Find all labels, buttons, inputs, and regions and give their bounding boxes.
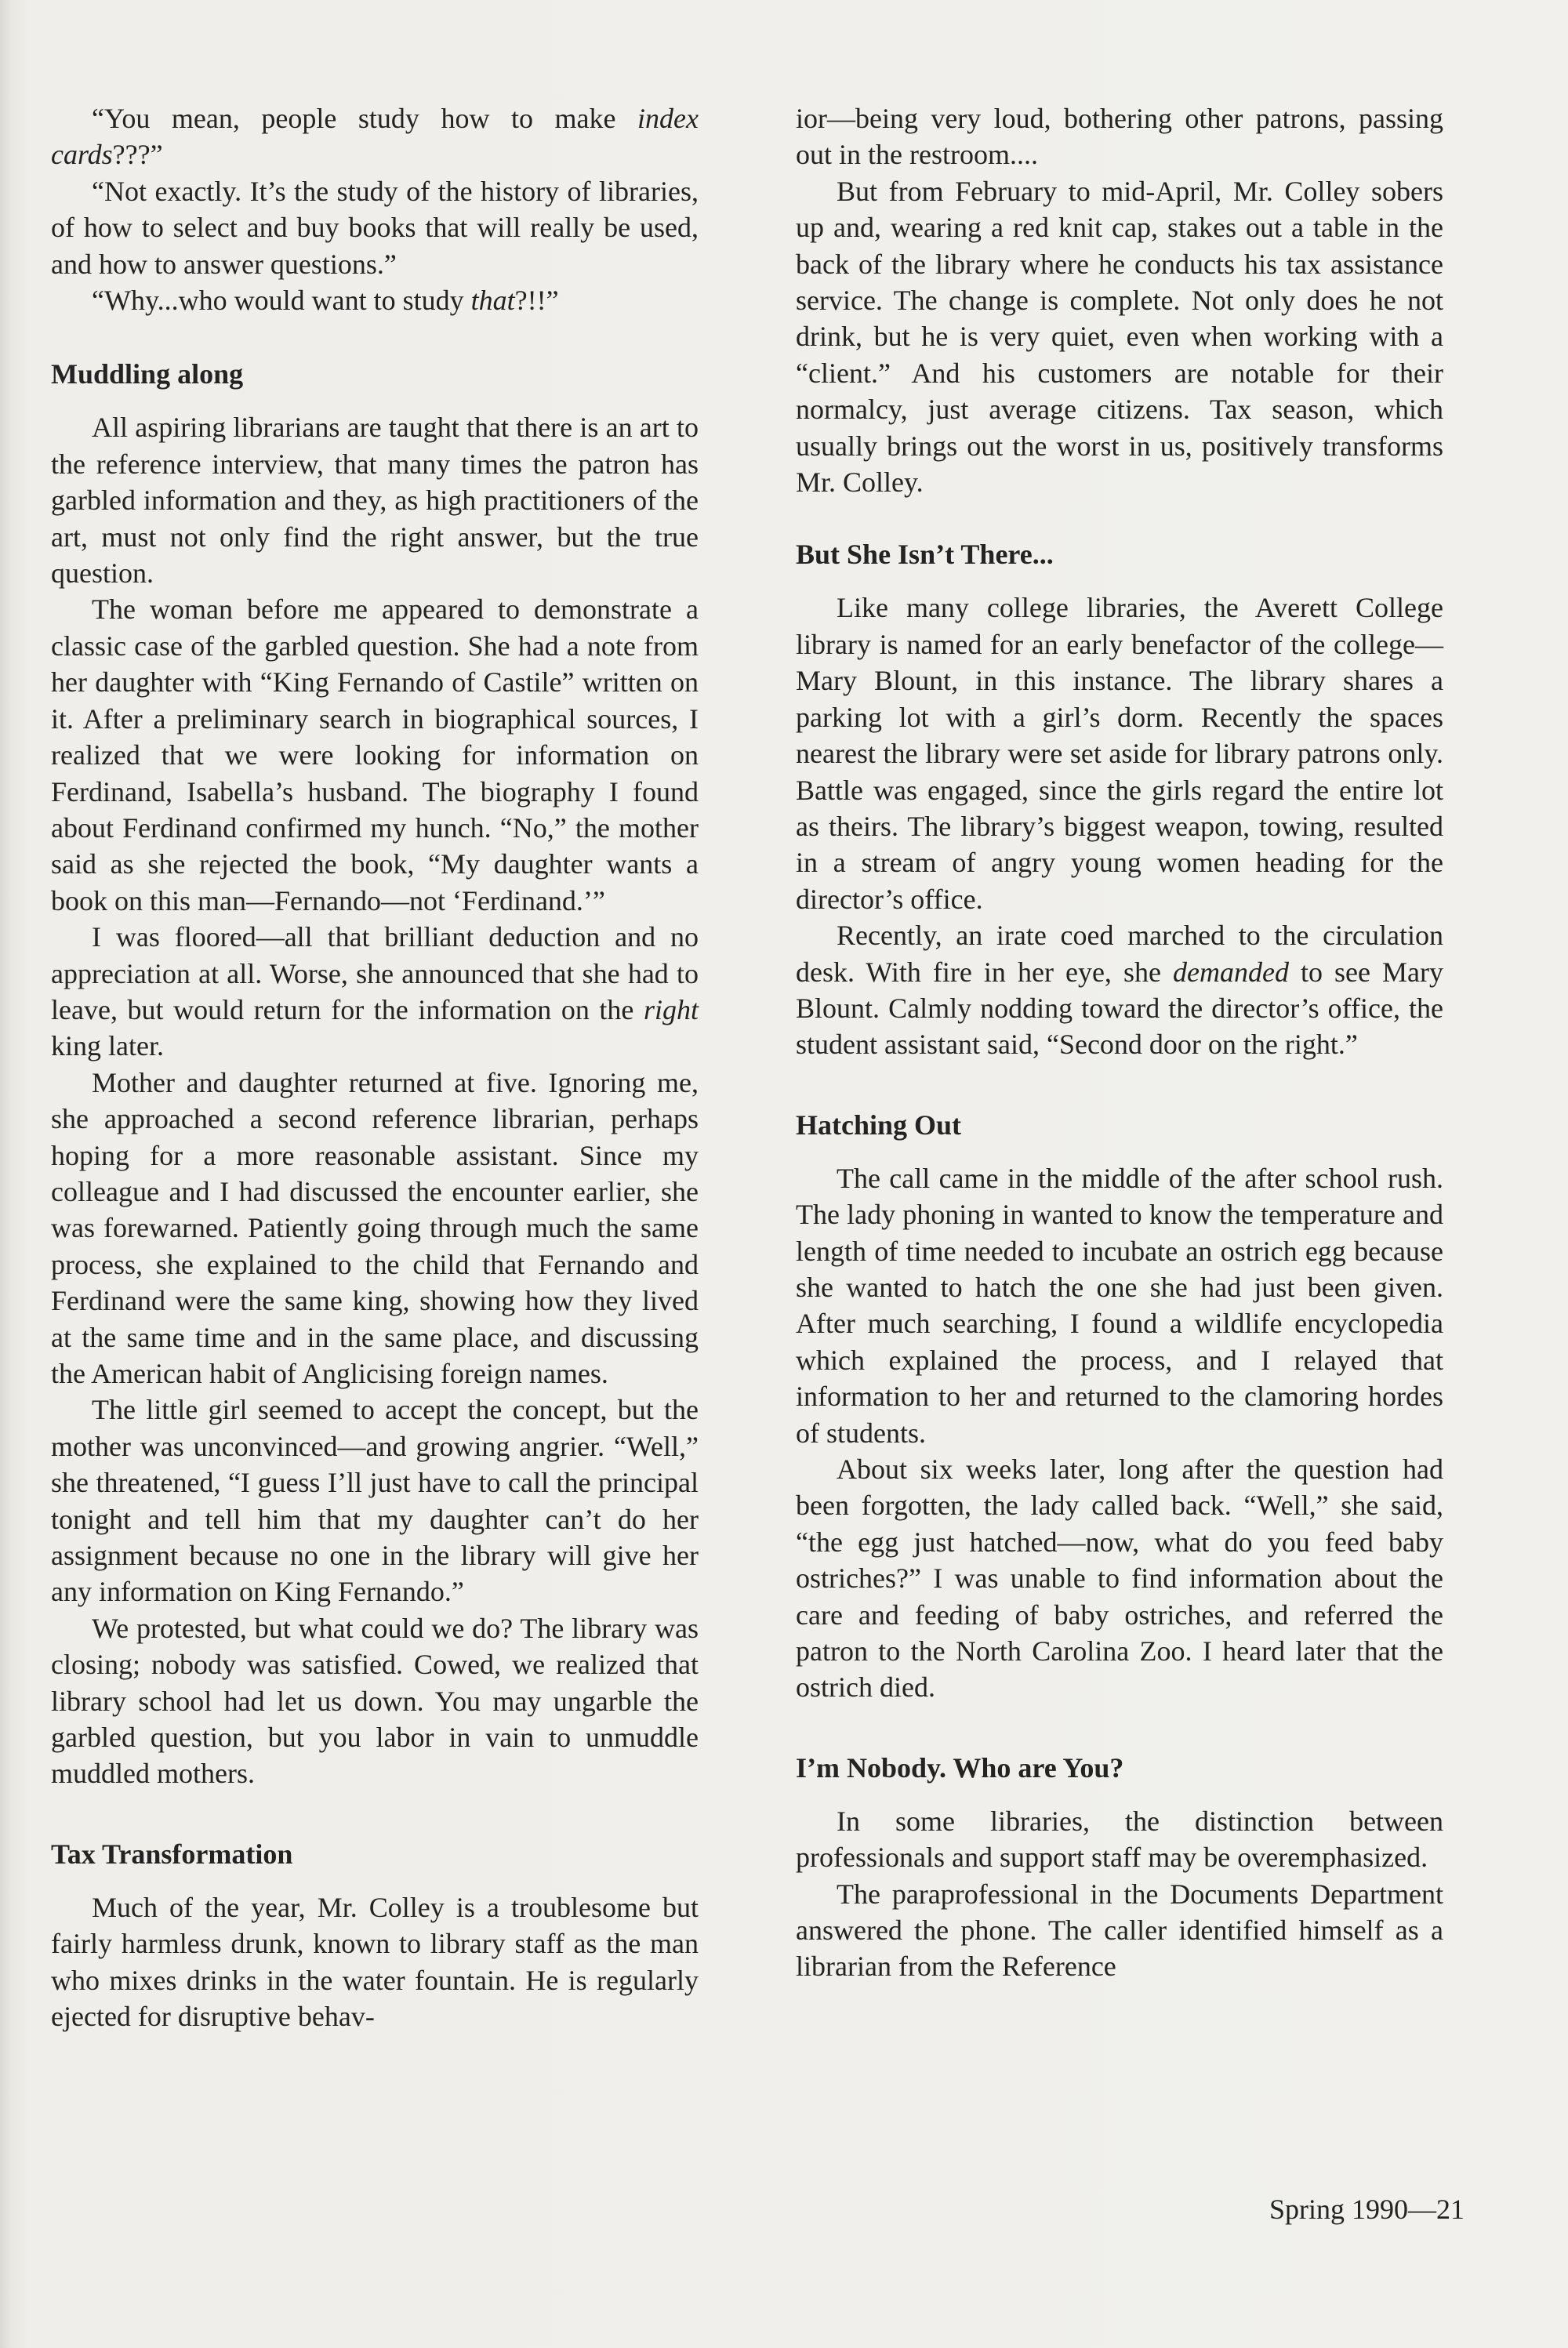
paragraph: About six weeks later, long after the question had been forgotten, the lady called back. “Well,” she said, “the egg just hatched—now, what do you feed baby ostriches?” I was unable to find information about the care and feeding of baby ostriches, and referred the patron to the North Carolina Zoo. I heard later that the ostrich died. <box>796 1453 1443 1704</box>
section-heading-muddling: Muddling along <box>51 358 244 390</box>
paragraph: “You mean, people study how to make index cards???” <box>51 103 699 171</box>
paragraph: Recently, an irate coed marched to the circulation desk. With fire in her eye, she demanded to see Mary Blount. Calmly nodding toward the director’s office, the student assistant said, “Second door on the right.” <box>796 920 1443 1061</box>
section-heading-tax: Tax Transformation <box>51 1838 293 1870</box>
section-heading-hatching: Hatching Out <box>796 1109 962 1141</box>
paragraph: Mother and daughter returned at five. Ignoring me, she approached a second reference librarian, perhaps hoping for a more reasonable assistant. Since my colleague and I had discussed the encounter earlier, she was forewarned. Patiently going through much the same process, she explained to the child that Fernando and Ferdinand were the same king, showing how they lived at the same time and in the same place, and discussing the American habit of Anglicising foreign names. <box>51 1066 699 1389</box>
paragraph: Like many college libraries, the Averett College library is named for an early benefactor of the college—Mary Blount, in this instance. The library shares a parking lot with a girl’s dorm. Recently the spaces nearest the library were set aside for library patrons only. Battle was engaged, since the girls regard the entire lot as theirs. The library’s biggest weapon, towing, resulted in a stream of angry young women heading for the director’s office. <box>796 592 1443 915</box>
paragraph: “Why...who would want to study that?!!” <box>92 285 559 317</box>
paragraph: The paraprofessional in the Documents Department answered the phone. The caller identified himself as a librarian from the Reference <box>796 1878 1443 1983</box>
section-heading-not-there: But She Isn’t There... <box>796 539 1054 571</box>
section-heading-nobody: I’m Nobody. Who are You? <box>796 1751 1124 1784</box>
paragraph: Much of the year, Mr. Colley is a troublesome but fairly harmless drunk, known to library staff as the man who mixes drinks in the water fountain. He is regularly ejected for disruptive behav- <box>51 1891 699 2033</box>
page-folio: Spring 1990—21 <box>1269 2194 1465 2225</box>
paragraph: “Not exactly. It’s the study of the history of libraries, of how to select and buy books that will really be used, and how to answer questions.” <box>51 175 699 280</box>
paragraph: The woman before me appeared to demonstrate a classic case of the garbled question. She had a note from her daughter with “King Fernando of Castile” written on it. After a preliminary search in biographical sources, I realized that we were looking for information on Ferdinand, Isabella’s husband. The biography I found about Ferdinand confirmed my hunch. “No,” the mother said as she rejected the book, “My daughter wants a book on this man—Fernando—not ‘Ferdinand.’” <box>51 593 699 916</box>
paragraph: But from February to mid-April, Mr. Colley sobers up and, wearing a red knit cap, stakes out a table in the back of the library where he conducts his tax assistance service. The change is complete. Not only does he not drink, but he is very quiet, even when working with a “client.” And his customers are notable for their normalcy, just average citizens. Tax season, which usually brings out the worst in us, positively transforms Mr. Colley. <box>796 175 1443 499</box>
right-column <box>796 100 1443 1985</box>
paragraph: We protested, but what could we do? The library was closing; nobody was satisfied. Cowed, we realized that library school had let us down. You may ungarble the garbled question, but you labor in vain to unmuddle muddled mothers. <box>51 1612 699 1790</box>
paragraph: I was floored—all that brilliant deduction and no appreciation at all. Worse, she announced that she had to leave, but would return for the information on the right king later. <box>51 921 699 1062</box>
paragraph: ior—being very loud, bothering other patrons, passing out in the restroom.... <box>796 103 1443 171</box>
paragraph: In some libraries, the distinction between professionals and support staff may be overemphasized. <box>796 1805 1443 1874</box>
left-column <box>51 100 699 2035</box>
paragraph: The call came in the middle of the after school rush. The lady phoning in wanted to know the temperature and length of time needed to incubate an ostrich egg because she wanted to hatch the one she had just been given. After much searching, I found a wildlife encyclopedia which explained the process, and I relayed that information to her and returned to the clamoring hordes of students. <box>796 1162 1443 1449</box>
paragraph: The little girl seemed to accept the concept, but the mother was unconvinced—and growing angrier. “Well,” she threatened, “I guess I’ll just have to call the principal tonight and tell him that my daughter can’t do her assignment because no one in the library will give her any information on King Fernando.” <box>51 1394 699 1608</box>
paragraph: All aspiring librarians are taught that there is an art to the reference interview, that many times the patron has garbled information and they, as high practitioners of the art, must not only find the right answer, but the true question. <box>51 412 699 590</box>
